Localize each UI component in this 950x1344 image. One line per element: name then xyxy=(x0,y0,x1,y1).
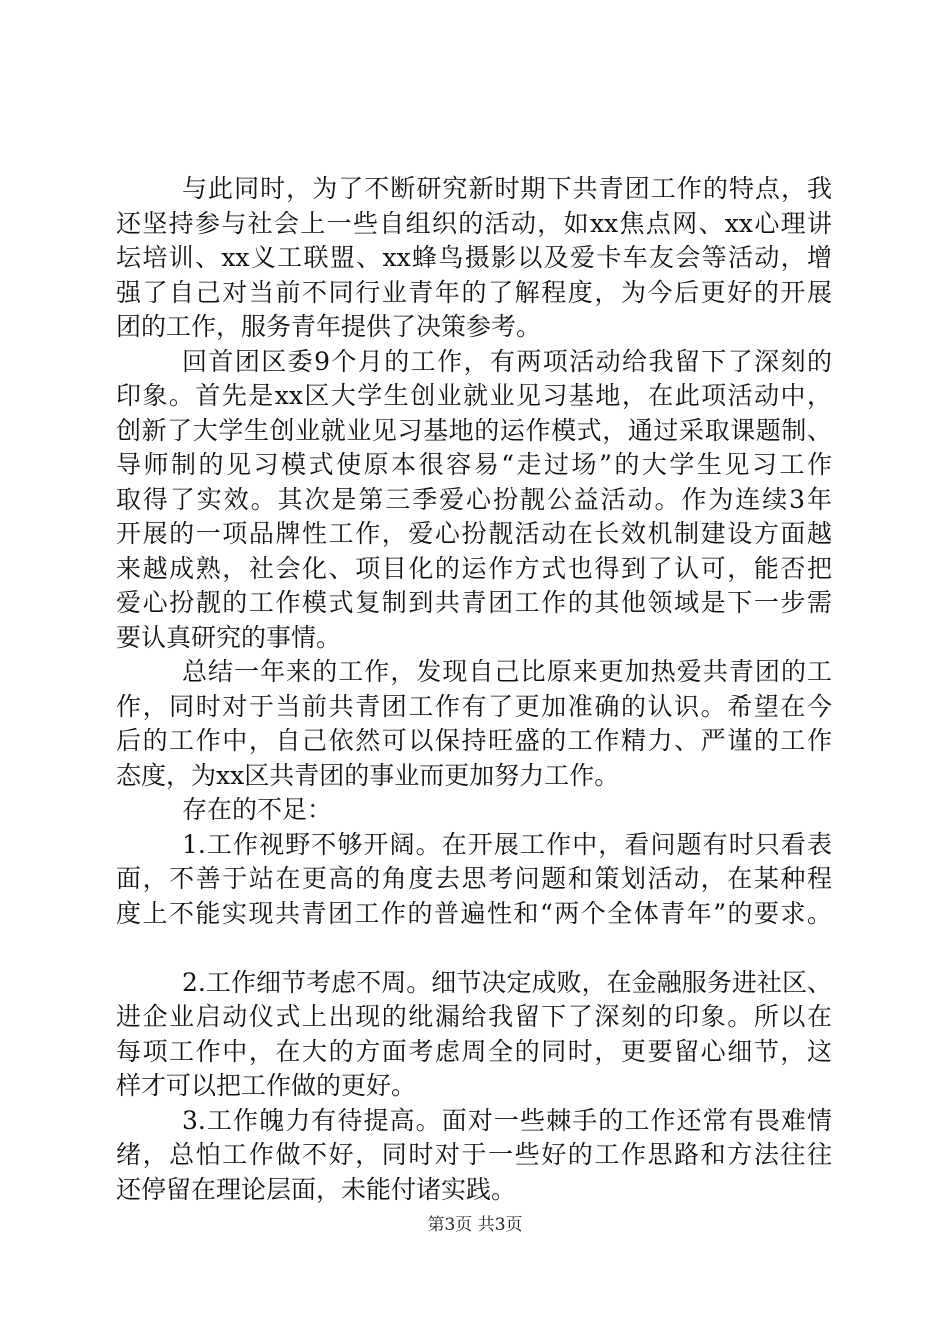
text-line: 存在的不足： xyxy=(182,795,333,824)
text-line: 取得了实效。其次是第三季爱心扮靓公益活动。作为连续3年 xyxy=(116,484,832,514)
text-line: 度上不能实现共青团工作的普遍性和“两个全体青年”的要求。 xyxy=(116,898,832,928)
text-line: 团的工作，服务青年提供了决策参考。 xyxy=(116,312,542,341)
text-line: 3.工作魄力有待提高。面对一些棘手的工作还常有畏难情 xyxy=(182,1105,832,1135)
text-line: 还停留在理论层面，未能付诸实践。 xyxy=(116,1174,517,1204)
text-line: 样才可以把工作做的更好。 xyxy=(116,1071,417,1100)
text-line: 爱心扮靓的工作模式复制到共青团工作的其他领域是下一步需 xyxy=(116,588,832,617)
text-line: 印象。首先是xx区大学生创业就业见习基地，在此项活动中， xyxy=(116,381,832,410)
text-line: 回首团区委9个月的工作，有两项活动给我留下了深刻的 xyxy=(182,346,832,376)
text-line: 开展的一项品牌性工作，爱心扮靓活动在长效机制建设方面越 xyxy=(116,519,832,548)
text-line: 导师制的见习模式使原本很容易“走过场”的大学生见习工作 xyxy=(116,450,832,479)
text-line: 创新了大学生创业就业见习基地的运作模式，通过采取课题制、 xyxy=(116,415,832,445)
document-body xyxy=(116,172,832,1207)
text-line: 每项工作中，在大的方面考虑周全的同时，更要留心细节，这 xyxy=(116,1036,832,1066)
text-line: 与此同时，为了不断研究新时期下共青团工作的特点，我 xyxy=(182,174,832,203)
text-line: 要认真研究的事情。 xyxy=(116,622,342,652)
text-line: 绪，总怕工作做不好，同时对于一些好的工作思路和方法往往 xyxy=(116,1140,832,1169)
text-line: 总结一年来的工作，发现自己比原来更加热爱共青团的工 xyxy=(182,657,832,686)
text-line: 2.工作细节考虑不周。细节决定成败，在金融服务进社区、 xyxy=(182,967,832,997)
text-line: 还坚持参与社会上一些自组织的活动，如xx焦点网、xx心理讲 xyxy=(116,208,832,238)
text-line: 态度，为xx区共青团的事业而更加努力工作。 xyxy=(116,760,620,790)
text-line: 进企业启动仪式上出现的纰漏给我留下了深刻的印象。所以在 xyxy=(116,1002,832,1031)
text-line: 后的工作中，自己依然可以保持旺盛的工作精力、严谨的工作 xyxy=(116,726,832,755)
text-line: 强了自己对当前不同行业青年的了解程度，为今后更好的开展 xyxy=(116,277,832,307)
text-line: 坛培训、xx义工联盟、xx蜂鸟摄影以及爱卡车友会等活动，增 xyxy=(116,243,832,272)
text-line: 来越成熟，社会化、项目化的运作方式也得到了认可，能否把 xyxy=(116,553,832,583)
text-line: 面，不善于站在更高的角度去思考问题和策划活动，在某种程 xyxy=(116,864,832,893)
blank-line xyxy=(116,931,832,966)
text-line: 1.工作视野不够开阔。在开展工作中，看问题有时只看表 xyxy=(182,829,832,859)
page-number-footer: 第3页 共3页 xyxy=(427,1215,523,1235)
text-line: 作，同时对于当前共青团工作有了更加准确的认识。希望在今 xyxy=(116,691,832,721)
